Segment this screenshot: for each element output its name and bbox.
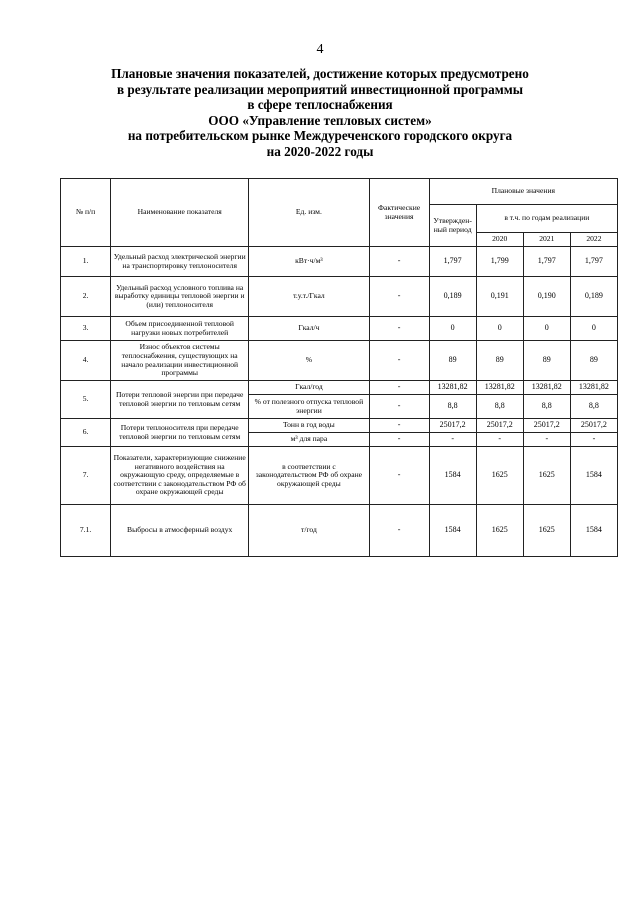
row-2021: 25017,2 xyxy=(523,419,570,433)
header-year: 2021 xyxy=(523,233,570,247)
row-unit: м³ для пара xyxy=(249,433,369,447)
row-2021: 0 xyxy=(523,317,570,341)
title-line: на потребительском рынке Междуреченского городского округа xyxy=(127,128,513,143)
row-unit: т/год xyxy=(249,505,369,557)
header-row xyxy=(61,179,618,205)
row-2021: 13281,82 xyxy=(523,381,570,395)
row-actual: - xyxy=(369,419,429,433)
title-line: в сфере теплоснабжения xyxy=(247,97,393,112)
row-2021: 0,190 xyxy=(523,277,570,317)
row-2020: 0 xyxy=(476,317,523,341)
row-2020: 13281,82 xyxy=(476,381,523,395)
row-2022: 1584 xyxy=(570,447,617,505)
document-title xyxy=(90,66,550,159)
row-no: 4. xyxy=(61,341,111,381)
row-unit: % от полезного отпуска тепловой энергии xyxy=(249,395,369,419)
row-name: Объем присоединенной тепловой нагрузки новых потребителей xyxy=(111,317,249,341)
header-planned: Плановые значения xyxy=(429,179,617,205)
header-year: 2022 xyxy=(570,233,617,247)
title-line: ООО «Управление тепловых систем» xyxy=(208,112,432,128)
row-2020: 25017,2 xyxy=(476,419,523,433)
header-year: 2020 xyxy=(476,233,523,247)
row-actual: - xyxy=(369,505,429,557)
table-row xyxy=(61,447,618,505)
table-row xyxy=(61,247,618,277)
row-2021: - xyxy=(523,433,570,447)
row-2021: 1625 xyxy=(523,505,570,557)
row-2020: 89 xyxy=(476,341,523,381)
row-approved: 13281,82 xyxy=(429,381,476,395)
row-unit: кВт·ч/м³ xyxy=(249,247,369,277)
row-approved: 1584 xyxy=(429,447,476,505)
row-name: Удельный расход электрической энергии на транспортировку теплоносителя xyxy=(111,247,249,277)
table-row xyxy=(61,317,618,341)
row-approved: 0 xyxy=(429,317,476,341)
row-2022: 0 xyxy=(570,317,617,341)
header-no: № п/п xyxy=(61,179,111,247)
title-line: Плановые значения показателей, достижение которых предусмотрено xyxy=(111,66,529,81)
header-name: Наименование показателя xyxy=(111,179,249,247)
row-2022: 8,8 xyxy=(570,395,617,419)
row-approved: 8,8 xyxy=(429,395,476,419)
row-2021: 1,797 xyxy=(523,247,570,277)
row-2020: 1625 xyxy=(476,505,523,557)
row-actual: - xyxy=(369,341,429,381)
header-by-year: в т.ч. по годам реализации xyxy=(476,205,617,233)
title-line: в результате реализации мероприятий инвестиционной программы xyxy=(116,81,523,97)
row-actual: - xyxy=(369,277,429,317)
row-2020: 1625 xyxy=(476,447,523,505)
row-unit: т.у.т./Гкал xyxy=(249,277,369,317)
row-name: Потери теплоносителя при передаче тепловой энергии по тепловым сетям xyxy=(111,419,249,447)
header-unit: Ед. изм. xyxy=(249,179,369,247)
row-name: Потери тепловой энергии при передаче тепловой энергии по тепловым сетям xyxy=(111,381,249,419)
row-no: 7.1. xyxy=(61,505,111,557)
row-no: 2. xyxy=(61,277,111,317)
row-no: 1. xyxy=(61,247,111,277)
row-unit: Гкал/год xyxy=(249,381,369,395)
indicators-table xyxy=(60,178,618,557)
row-2020: 0,191 xyxy=(476,277,523,317)
row-unit: Гкал/ч xyxy=(249,317,369,341)
row-unit: % xyxy=(249,341,369,381)
row-2022: 13281,82 xyxy=(570,381,617,395)
table-row xyxy=(61,341,618,381)
row-approved: 1,797 xyxy=(429,247,476,277)
table-row xyxy=(61,505,618,557)
row-2022: - xyxy=(570,433,617,447)
row-no: 5. xyxy=(61,381,111,419)
row-no: 7. xyxy=(61,447,111,505)
row-2021: 89 xyxy=(523,341,570,381)
row-approved: 0,189 xyxy=(429,277,476,317)
row-unit: Тонн в год воды xyxy=(249,419,369,433)
row-actual: - xyxy=(369,247,429,277)
row-actual: - xyxy=(369,395,429,419)
row-unit: в соответствии с законодательством РФ об охране окружающей среды xyxy=(249,447,369,505)
row-2021: 1625 xyxy=(523,447,570,505)
row-actual: - xyxy=(369,447,429,505)
row-2020: 8,8 xyxy=(476,395,523,419)
row-actual: - xyxy=(369,381,429,395)
page-number: 4 xyxy=(316,42,324,57)
row-2022: 1584 xyxy=(570,505,617,557)
table-row xyxy=(61,381,618,395)
title-line: на 2020-2022 годы xyxy=(266,143,374,159)
table-row xyxy=(61,419,618,433)
row-name: Удельный расход условного топлива на выработку единицы тепловой энергии и (или) теплоносителя xyxy=(111,277,249,317)
row-approved: - xyxy=(429,433,476,447)
row-name: Износ объектов системы теплоснабжения, существующих на начало реализации инвестиционной программы xyxy=(111,341,249,381)
row-approved: 1584 xyxy=(429,505,476,557)
row-actual: - xyxy=(369,433,429,447)
row-name: Выбросы в атмосферный воздух xyxy=(111,505,249,557)
row-no: 3. xyxy=(61,317,111,341)
row-2020: 1,799 xyxy=(476,247,523,277)
row-no: 6. xyxy=(61,419,111,447)
row-2022: 89 xyxy=(570,341,617,381)
row-approved: 25017,2 xyxy=(429,419,476,433)
row-2022: 0,189 xyxy=(570,277,617,317)
table-row xyxy=(61,277,618,317)
row-2022: 25017,2 xyxy=(570,419,617,433)
row-name: Показатели, характеризующие снижение негативного воздействия на окружающую среду, определяемые в соответствии с законодательством РФ об охране окружающей среды xyxy=(111,447,249,505)
row-2021: 8,8 xyxy=(523,395,570,419)
row-approved: 89 xyxy=(429,341,476,381)
row-2022: 1,797 xyxy=(570,247,617,277)
row-actual: - xyxy=(369,317,429,341)
header-approved: Утвержден-ный период xyxy=(429,205,476,247)
row-2020: - xyxy=(476,433,523,447)
header-actual: Фактические значения xyxy=(369,179,429,247)
